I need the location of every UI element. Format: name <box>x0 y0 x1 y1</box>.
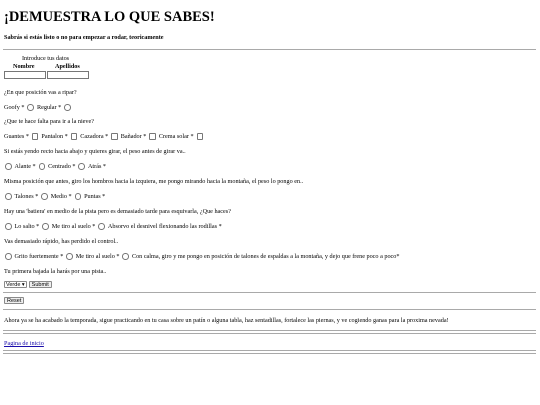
banador-checkbox[interactable] <box>149 133 156 140</box>
salto-radio[interactable] <box>5 223 12 230</box>
option-label: Me tiro al suelo * <box>75 253 120 260</box>
option-label: Me tiro al suelo * <box>51 223 96 230</box>
option-label: Pantalon * <box>41 133 68 140</box>
divider <box>3 330 536 331</box>
regular-radio[interactable] <box>64 104 71 111</box>
divider <box>3 309 536 310</box>
option-label: Lo salto * <box>14 223 40 230</box>
question-equipment: ¿Que te hace falta para ir a la nieve? <box>4 118 95 125</box>
question-position: ¿En que posición vas a ripar? <box>4 89 77 96</box>
speed-options <box>4 253 399 260</box>
question-speed: Vas demasiado rápido, has perdido el control.. <box>4 238 119 245</box>
home-link[interactable]: Pagina de inicio <box>4 340 44 347</box>
centrado-radio[interactable] <box>39 163 46 170</box>
option-label: Talones * <box>14 193 39 200</box>
divider <box>3 350 536 351</box>
option-label: Goofy * <box>4 104 25 111</box>
suelo-radio[interactable] <box>42 223 49 230</box>
option-label: Crema solar * <box>158 133 194 140</box>
page-subtitle: Sabrás si estás listo o no para empezar a rodar, teoricamente <box>4 34 164 41</box>
option-label: Con calma, giro y me pongo en posición de talones de espaldas a la montaña, y dejo que frene poco a poco* <box>131 253 400 260</box>
medio-radio[interactable] <box>41 193 48 200</box>
obstacle-options <box>4 223 222 230</box>
grito-radio[interactable] <box>5 253 12 260</box>
surname-label: Apellidos <box>55 63 80 70</box>
option-label: Absorvo el desnivel flexionando las rodillas * <box>107 223 222 230</box>
shoulder-turn-options <box>4 193 105 200</box>
question-turn-weight: Si estás yendo recto hacia abajo y quieres girar, el peso antes de girar va.. <box>4 148 186 155</box>
position-options <box>4 104 72 111</box>
option-label: Medio * <box>50 193 72 200</box>
name-input[interactable] <box>4 71 46 79</box>
talones-radio[interactable] <box>5 193 12 200</box>
submit-button[interactable]: Submit <box>29 281 52 288</box>
crema-checkbox[interactable] <box>197 133 204 140</box>
divider <box>3 353 536 354</box>
option-label: Atrás * <box>87 163 107 170</box>
question-shoulder-turn: Misma posición que antes, giro los hombros hacia la izquiera, me pongo mirando hacia la montaña, el peso lo pongo en.. <box>4 178 304 185</box>
question-first-run: Tu primera bajada la harás por una pista.. <box>4 268 107 275</box>
pantalon-checkbox[interactable] <box>71 133 78 140</box>
question-obstacle: Hay una 'batiera' en medio de la pista pero es demasiado tarde para esquivarla, ¿Que haces? <box>4 208 231 215</box>
page-title: ¡DEMUESTRA LO QUE SABES! <box>4 9 215 25</box>
chevron-down-icon: ▾ <box>21 282 25 288</box>
option-label: Grito fuertemente * <box>14 253 64 260</box>
option-label: Bañador * <box>120 133 147 140</box>
option-label: Centrado * <box>48 163 76 170</box>
absorvo-radio[interactable] <box>98 223 105 230</box>
option-label: Regular * <box>36 104 62 111</box>
closing-text: Ahora ya se ha acabado la temporada, sigue practicando en tu casa sobre un patín o alguna tabla, haz sentadillas, fortalece las piernas, y ve cogiendo ganas para la proxima nevada! <box>4 317 449 324</box>
cazadora-checkbox[interactable] <box>111 133 118 140</box>
option-label: Guantes * <box>4 133 29 140</box>
divider <box>3 49 536 50</box>
option-label: Alante * <box>14 163 36 170</box>
turn-weight-options <box>4 163 106 170</box>
reset-button[interactable]: Reset <box>4 297 24 304</box>
divider <box>3 333 536 334</box>
goofy-radio[interactable] <box>27 104 34 111</box>
tiro-suelo-radio[interactable] <box>66 253 73 260</box>
name-label: Nombre <box>13 63 35 70</box>
personal-caption: Introduce tus datos <box>22 55 70 62</box>
equipment-options <box>4 133 204 140</box>
calma-radio[interactable] <box>122 253 129 260</box>
surname-input[interactable] <box>47 71 89 79</box>
first-run-controls <box>4 281 52 288</box>
guantes-checkbox[interactable] <box>32 133 39 140</box>
option-label: Puntas * <box>84 193 106 200</box>
option-label: Cazadora * <box>80 133 109 140</box>
slope-select[interactable] <box>4 281 27 288</box>
puntas-radio[interactable] <box>75 193 82 200</box>
divider <box>3 292 536 293</box>
slope-select-value: Verde <box>6 282 21 288</box>
alante-radio[interactable] <box>5 163 12 170</box>
atras-radio[interactable] <box>78 163 85 170</box>
